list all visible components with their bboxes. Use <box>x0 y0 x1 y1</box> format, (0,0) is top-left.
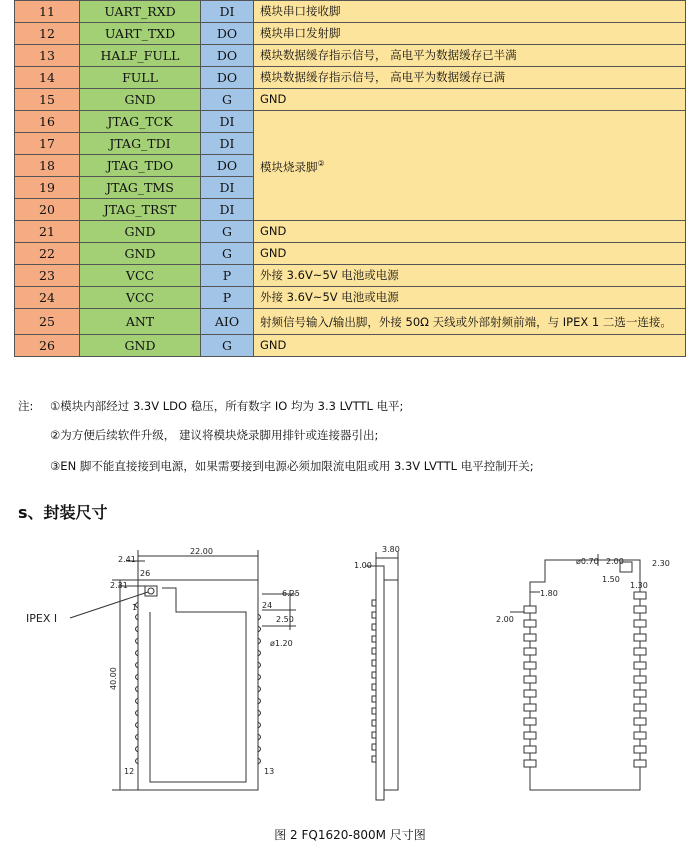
pin-name: UART_TXD <box>80 23 201 45</box>
pin-label-26: 26 <box>140 569 151 578</box>
pin-name: VCC <box>80 265 201 287</box>
dim-2-30: 2.30 <box>652 559 670 568</box>
dim-1-50: 1.50 <box>602 575 620 584</box>
table-row <box>15 89 686 111</box>
pin-number: 25 <box>15 309 80 335</box>
pin-type: DI <box>201 1 254 23</box>
pin-name: JTAG_TDO <box>80 155 201 177</box>
pin-number: 12 <box>15 23 80 45</box>
pin-number: 23 <box>15 265 80 287</box>
pin-description: 模块串口接收脚 <box>254 1 686 23</box>
dim-2-00-left: 2.00 <box>496 615 514 624</box>
footnote-marker: ② <box>317 159 325 169</box>
pin-type: DI <box>201 133 254 155</box>
section-title: s、封装尺寸 <box>18 503 108 522</box>
dim-2-00-top: 2.00 <box>606 557 624 566</box>
pin-type: DI <box>201 177 254 199</box>
pin-number: 13 <box>15 45 80 67</box>
dim-1-30: 1.30 <box>630 581 648 590</box>
pin-number: 20 <box>15 199 80 221</box>
pin-name: GND <box>80 89 201 111</box>
pin-description: GND <box>254 221 686 243</box>
shield-outline <box>150 588 246 782</box>
pin-number: 24 <box>15 287 80 309</box>
pin-number: 22 <box>15 243 80 265</box>
pin-name: FULL <box>80 67 201 89</box>
pin-number: 11 <box>15 1 80 23</box>
pin-description: 外接 3.6V~5V 电池或电源 <box>254 287 686 309</box>
pin-name: GND <box>80 221 201 243</box>
pin-name: JTAG_TRST <box>80 199 201 221</box>
side-view-shield <box>384 580 398 790</box>
dim-22: 22.00 <box>190 547 213 556</box>
pin-type: DO <box>201 23 254 45</box>
table-row <box>15 1 686 23</box>
dim-6-25: 6.25 <box>282 589 300 598</box>
dim-1-20: ø1.20 <box>270 639 293 648</box>
side-view-board <box>376 566 384 800</box>
pin-number: 19 <box>15 177 80 199</box>
table-row <box>15 243 686 265</box>
pin-type: AIO <box>201 309 254 335</box>
jtag-description <box>254 111 686 221</box>
jtag-description-text: 模块烧录脚 <box>260 159 318 174</box>
pin-type: P <box>201 287 254 309</box>
notes-label: 注: <box>18 399 34 413</box>
pin-label-24: 24 <box>262 601 273 610</box>
table-row <box>15 221 686 243</box>
table-row <box>15 287 686 309</box>
pin-description: 外接 3.6V~5V 电池或电源 <box>254 265 686 287</box>
pin-name: HALF_FULL <box>80 45 201 67</box>
pin-type: G <box>201 221 254 243</box>
dim-1-80: 1.80 <box>540 589 558 598</box>
pin-number: 18 <box>15 155 80 177</box>
table-row <box>15 335 686 357</box>
note-1: ①模块内部经过 3.3V LDO 稳压，所有数字 IO 均为 3.3 LVTTL 电平; <box>50 399 404 413</box>
pin-type: DI <box>201 199 254 221</box>
pin-number: 21 <box>15 221 80 243</box>
pin-description: GND <box>254 243 686 265</box>
pin-description: 模块数据缓存指示信号， 高电平为数据缓存已半满 <box>254 45 686 67</box>
dim-3-80: 3.80 <box>382 545 400 554</box>
table-row <box>15 111 686 133</box>
pin-number: 15 <box>15 89 80 111</box>
pin-name: UART_RXD <box>80 1 201 23</box>
side-view-pins <box>372 600 376 762</box>
pin-label-1: 1 <box>132 603 138 612</box>
bottom-view-pads <box>524 592 646 767</box>
pin-description: 模块数据缓存指示信号， 高电平为数据缓存已满 <box>254 67 686 89</box>
dim-40: 40.00 <box>109 667 118 690</box>
dimension-drawing <box>0 530 700 820</box>
figure-caption: 图 2 FQ1620-800M 尺寸图 <box>274 828 426 842</box>
pin-number: 14 <box>15 67 80 89</box>
dim-0-70: ø0.70 <box>576 557 599 566</box>
pin-type: G <box>201 243 254 265</box>
pin-type: DO <box>201 155 254 177</box>
pin-type: P <box>201 265 254 287</box>
ipex-label: IPEX I <box>26 612 58 625</box>
pin-name: JTAG_TCK <box>80 111 201 133</box>
pin-description: 射频信号输入/输出脚，外接 50Ω 天线或外部射频前端，与 IPEX 1 二选一连接。 <box>254 309 686 335</box>
pin-name: JTAG_TMS <box>80 177 201 199</box>
pin-description: GND <box>254 89 686 111</box>
pin-name: JTAG_TDI <box>80 133 201 155</box>
note-2: ②为方便后续软件升级， 建议将模块烧录脚用排针或连接器引出; <box>50 428 379 442</box>
dim-2-31: 2.31 <box>110 581 128 590</box>
pin-number: 16 <box>15 111 80 133</box>
note-3: ③EN 脚不能直接接到电源，如果需要接到电源必须加限流电阻或用 3.3V LVTTL 电平控制开关; <box>50 459 534 473</box>
dim-1-00: 1.00 <box>354 561 372 570</box>
pin-name: VCC <box>80 287 201 309</box>
table-row <box>15 23 686 45</box>
table-row <box>15 45 686 67</box>
pin-description: GND <box>254 335 686 357</box>
pin-type: G <box>201 89 254 111</box>
ipex-circle <box>148 588 154 594</box>
pin-table <box>14 0 686 357</box>
pin-type: DO <box>201 67 254 89</box>
pin-label-13: 13 <box>264 767 275 776</box>
pin-type: DO <box>201 45 254 67</box>
pin-type: DI <box>201 111 254 133</box>
pin-number: 26 <box>15 335 80 357</box>
pin-number: 17 <box>15 133 80 155</box>
table-row <box>15 265 686 287</box>
pin-name: GND <box>80 335 201 357</box>
pin-label-12: 12 <box>124 767 135 776</box>
pin-type: G <box>201 335 254 357</box>
dim-2-41: 2.41 <box>118 555 136 564</box>
table-row <box>15 309 686 335</box>
pin-name: GND <box>80 243 201 265</box>
dim-2-50: 2.50 <box>276 615 294 624</box>
pin-description: 模块串口发射脚 <box>254 23 686 45</box>
pin-name: ANT <box>80 309 201 335</box>
table-row <box>15 67 686 89</box>
